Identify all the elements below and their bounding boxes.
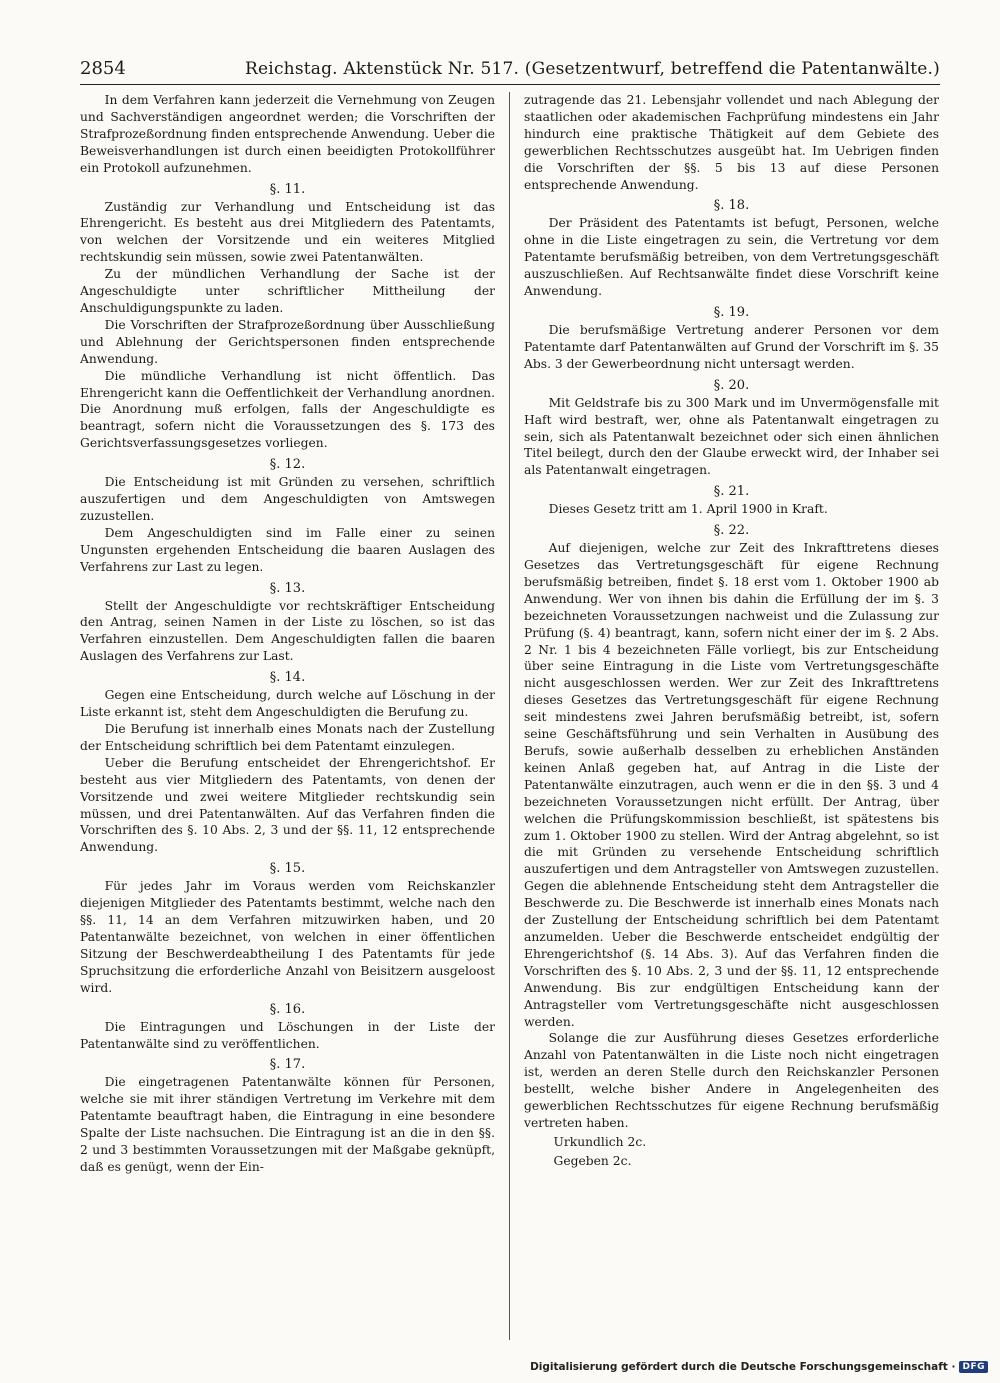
paragraph: Die mündliche Verhandlung ist nicht öffentlich. Das Ehrengericht kann die Oeffentlichkeit der Verhandlung anordnen. Die Anordnung muß erfolgen, falls der Angeschuldigte es beantragt, sofern nicht die Voraussetzungen des §. 173 des Gerichtsverfassungsgesetzes vorliegen.: [80, 368, 495, 451]
section-heading: §. 18.: [713, 198, 750, 214]
paragraph: zutragende das 21. Lebensjahr vollendet und nach Ablegung der staatlichen oder akademischen Fachprüfung mindestens ein Jahr hindurch eine praktische Thätigkeit auf dem Gebiete des gewerblichen Rechtsschutzes ausgeübt hat. Im Uebrigen finden die Vorschriften der §§. 5 bis 13 auf diese Personen entsprechende Anwendung.: [524, 93, 939, 192]
paragraph: Zuständig zur Verhandlung und Entscheidung ist das Ehrengericht. Es besteht aus drei Mitgliedern des Patentamts, von welchen der Vorsitzende und ein weiteres Mitglied rechtskundig sein müssen, sowie zwei Patentanwälten.: [80, 199, 495, 265]
paragraph: Gegen eine Entscheidung, durch welche auf Löschung in der Liste erkannt ist, steht dem Angeschuldigten die Berufung zu.: [80, 688, 495, 720]
paragraph: Die Vorschriften der Strafprozeßordnung über Ausschließung und Ablehnung der Gerichtspersonen finden entsprechende Anwendung.: [80, 317, 495, 366]
paragraph: Zu der mündlichen Verhandlung der Sache ist der Angeschuldigte unter schriftlicher Mittheilung der Anschuldigungspunkte zu laden.: [80, 267, 495, 315]
paragraph: Dem Angeschuldigten sind im Falle einer zu seinen Ungunsten ergehenden Entscheidung die baaren Auslagen des Verfahrens zur Last zu legen.: [80, 525, 495, 574]
running-title: Reichstag. Aktenstück Nr. 517. (Gesetzentwurf, betreffend die Patentanwälte.): [245, 59, 940, 79]
paragraph: Dieses Gesetz tritt am 1. April 1900 in Kraft.: [548, 502, 828, 517]
paragraph: Die Entscheidung ist mit Gründen zu versehen, schriftlich auszufertigen und dem Angeschuldigten von Amtswegen zuzustellen.: [80, 475, 495, 523]
section-heading: §. 17.: [269, 1057, 306, 1073]
section-heading: §. 12.: [269, 457, 306, 473]
paragraph: Für jedes Jahr im Voraus werden vom Reichskanzler diejenigen Mitglieder des Patentamts bestimmt, welche nach den §§. 11, 14 an dem Verfahren mitzuwirken haben, und 20 Patentanwälte bezeichnet, von welchen in einer öffentlichen Sitzung der Beschwerdeabtheilung I des Patentamts für jede Spruchsitzung die erforderliche Anzahl von Beisitzern ausgeloost wird.: [80, 879, 495, 995]
paragraph: In dem Verfahren kann jederzeit die Vernehmung von Zeugen und Sachverständigen angeordnet werden; die Vorschriften der Strafprozeßordnung finden entsprechende Anwendung. Ueber die Beweisverhandlungen ist durch einen beeidigten Protokollführer ein Protokoll aufzunehmen.: [80, 93, 495, 175]
paragraph: Der Präsident des Patentamts ist befugt, Personen, welche ohne in die Liste eingetragen zu sein, die Vertretung vor dem Patentamte berufsmäßig betreiben, von dem Vertretungsgeschäft auszuschließen. Auf Rechtsanwälte findet diese Vorschrift keine Anwendung.: [524, 216, 939, 299]
paragraph: Die berufsmäßige Vertretung anderer Personen vor dem Patentamte darf Patentanwälten auf Grund der Vorschrift im §. 35 Abs. 3 der Gewerbeordnung nicht untersagt werden.: [524, 322, 939, 371]
two-column-body: [80, 92, 940, 1340]
digitization-footer: [530, 1361, 988, 1373]
footer-text: Digitalisierung gefördert durch die Deutsche Forschungsgemeinschaft ·: [530, 1361, 956, 1373]
paragraph: Stellt der Angeschuldigte vor rechtskräftiger Entscheidung den Antrag, seinen Namen in der Liste zu löschen, so ist das Verfahren einzustellen. Dem Angeschuldigten fallen die baaren Auslagen des Verfahrens zur Last.: [80, 598, 495, 664]
paragraph: Ueber die Berufung entscheidet der Ehrengerichtshof. Er besteht aus vier Mitgliedern des Patentamts, von denen der Vorsitzende und zwei weitere Mitglieder rechtskundig sein müssen, und drei Patentanwälten. Auf das Verfahren finden die Vorschriften des §. 10 Abs. 2, 3 und der §§. 11, 12 entsprechende Anwendung.: [80, 755, 495, 855]
paragraph: Die Berufung ist innerhalb eines Monats nach der Zustellung der Entscheidung schriftlich bei dem Patentamt einzulegen.: [80, 722, 495, 753]
section-heading: §. 11.: [269, 181, 306, 197]
section-heading: §. 15.: [269, 861, 306, 877]
document-page: [80, 58, 940, 1174]
page-number: 2854: [80, 58, 126, 79]
paragraph: Auf diejenigen, welche zur Zeit des Inkrafttretens dieses Gesetzes das Vertretungsgeschäft für eigene Rechnung berufsmäßig betreiben, findet §. 18 erst vom 1. Oktober 1900 ab Anwendung. Wer von ihnen bis dahin die Erfüllung der im §. 3 bezeichneten Voraussetzungen nachweist und die Zulassung zur Prüfung (§. 4) beantragt, kann, sofern nicht einer der im §. 2 Abs. 2 Nr. 1 bis 4 bezeichneten Fälle vorliegt, bis zur Entscheidung über seine Eintragung in die Liste vom Vertretungsgeschäfte nicht ausgeschlossen werden. Wer zur Zeit des Inkrafttretens dieses Gesetzes das Vertretungsgeschäft für eigene Rechnung seit mindestens zwei Jahren berufsmäßig betreibt, ist, sofern seine Geschäftsführung und sein Verhalten in Ausübung des Berufs, sowie außerhalb desselben zu erheblichen Anständen keinen Anlaß gegeben hat, auf Antrag in die Liste der Patentanwälte einzutragen, auch wenn er die in den §§. 3 und 4 bezeichneten Voraussetzungen nicht erfüllt. Der Antrag, über welchen die Prüfungskommission beschließt, ist spätestens bis zum 1. Oktober 1900 zu stellen. Wird der Antrag abgelehnt, so ist die mit Gründen zu versehende Entscheidung schriftlich auszufertigen und dem Antragsteller von Amtswegen zuzustellen. Gegen die ablehnende Entscheidung steht dem Antragsteller die Beschwerde zu. Die Beschwerde ist innerhalb eines Monats nach der Zustellung der Entscheidung schriftlich bei dem Patentamt anzumelden. Ueber die Beschwerde entscheidet endgültig der Ehrengerichtshof (§. 14 Abs. 3). Auf das Verfahren finden die Vorschriften des §. 10 Abs. 2, 3 und der §§. 11, 12 entsprechende Anwendung. Bis zur endgültigen Entscheidung kann der Antragsteller vom Vertretungsgeschäfte nicht ausgeschlossen werden.: [524, 541, 939, 1029]
dfg-logo: DFG: [959, 1361, 988, 1373]
paragraph: Die Eintragungen und Löschungen in der Liste der Patentanwälte sind zu veröffentlichen.: [80, 1019, 495, 1051]
section-heading: §. 16.: [269, 1001, 306, 1017]
section-heading: §. 22.: [713, 523, 750, 539]
running-header: [80, 58, 940, 85]
paragraph: Die eingetragenen Patentanwälte können für Personen, welche sie mit ihrer ständigen Vertretung im Verkehre mit dem Patentamte beauftragt haben, die Eintragung in eine besondere Spalte der Liste nachsuchen. Die Eintragung ist an die in den §§. 2 und 3 bestimmten Voraussetzungen mit der Maßgabe geknüpft, daß es genügt, wenn der Ein-: [80, 1075, 495, 1174]
closing-formula: Gegeben 2c.: [553, 1153, 632, 1168]
section-heading: §. 13.: [269, 580, 306, 596]
section-heading: §. 19.: [713, 304, 750, 320]
right-column: [510, 92, 939, 1340]
closing-formula: Urkundlich 2c.: [553, 1134, 647, 1149]
section-heading: §. 20.: [713, 377, 750, 393]
left-column: [80, 92, 510, 1340]
paragraph: Solange die zur Ausführung dieses Gesetzes erforderliche Anzahl von Patentanwälten in die Liste noch nicht eingetragen ist, werden an deren Stelle durch den Reichskanzler Personen bestellt, welche bisher Andere in Angelegenheiten des gewerblichen Rechtsschutzes für eigene Rechnung berufsmäßig vertreten haben.: [524, 1031, 939, 1130]
section-heading: §. 21.: [713, 484, 750, 500]
section-heading: §. 14.: [269, 670, 306, 686]
paragraph: Mit Geldstrafe bis zu 300 Mark und im Unvermögensfalle mit Haft wird bestraft, wer, ohne als Patentanwalt eingetragen zu sein, sich als Patentanwalt bezeichnet oder sich einen ähnlichen Titel beilegt, durch den der Glaube erweckt wird, der Inhaber sei als Patentanwalt eingetragen.: [524, 395, 939, 478]
